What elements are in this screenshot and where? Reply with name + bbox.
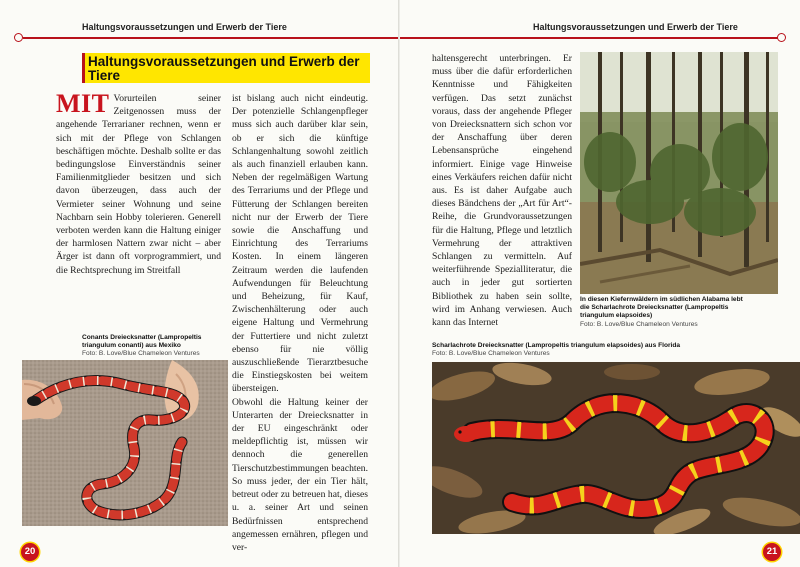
right-page [400, 0, 800, 567]
rule-dot-right [777, 33, 786, 42]
column-2-text-b: Obwohl die Haltung keiner der Unterarten der Dreiecksnatter in der EU eingeschränkt oder meldepflichtig ist, müssen wir dennoch die generellen Tierschutzbestimmungen beachten. So muss jeder, der ein Tier hält, betreut oder zu betreuen hat, dieses u. a. seiner Art und seinen Bedürfnissen entsprechend angemessen ernähren, pflegen und ver- [232, 396, 368, 553]
text-column-3 [432, 52, 572, 334]
page-number-left: 20 [21, 543, 39, 561]
column-1-text: Vorurteilen seiner Zeitgenossen muss der angehende Terrarianer rechnen, wenn er sich mit der Pflege von Schlangen beschäftigen möchte. Deshalb sollte er das bedingungslose Einverständnis seiner Familienmitglieder besitzen und sich davon überzeugen, dass auch der Vermieter seiner Wohnung und seine Nachbarn sein Hobby tolerieren. Generell verboten werden kann die Haltung einiger der harmlosen Nattern zwar nicht – aber Ärger ist dann oft vorprogrammiert, und die Rechtsprechung im Streitfall [56, 93, 221, 276]
page-number-right: 21 [763, 543, 781, 561]
caption-scarlet-kingsnake: Scharlachrote Dreiecksnatter (Lampropeltis triangulum elapsoides) aus Florida Foto: B. Love/Blue Chameleon Ventures [432, 342, 681, 358]
text-column-1 [56, 89, 221, 332]
column-2-text: ist bislang auch nicht eindeutig. Der potenzielle Schlangenpfleger muss sich auch darüber klar sein, ob er sich die künftige Schlangenhaltung sowohl zeitlich als auch finanziell erlauben kann. Neben der regelmäßigen Wartung des Terrariums und der Pflege und Fütterung der Schlangen bereiten nicht nur der Erwerb der Tiere sowie die Anschaffung und Einrichtung des Terrariums Kosten. In einem längeren Zeitraum werden die laufenden Aufwendungen für Beleuchtung und Beheizung, für Kauf, Zwischenhälterung oder auch eigene Haltung und Vermehrung der Futtertiere und nicht zuletzt ebenso für nie völlig auszuschließende Tierarztbesuche die Einstiegskosten bei weitem übersteigen. [232, 93, 368, 395]
text-column-2 [232, 92, 368, 553]
header-rule-left [23, 37, 400, 39]
scarlet-snake-on-leaves-image [432, 362, 800, 534]
photo-pine-forest [580, 52, 778, 294]
running-head-left: Haltungsvoraussetzungen und Erwerb der Tiere [82, 22, 287, 32]
photo-scarlet-kingsnake [432, 362, 800, 534]
drop-cap: MIT [56, 89, 110, 118]
rule-dot-left [14, 33, 23, 42]
caption-conanti: Conants Dreiecksnatter (Lampropeltis triangulum conanti) aus Mexiko Foto: B. Love/Blue Chameleon Ventures [82, 334, 202, 358]
running-head-right: Haltungsvoraussetzungen und Erwerb der Tiere [533, 22, 738, 32]
snake-in-hands-image [22, 360, 228, 526]
caption-forest: In diesen Kiefernwäldern im südlichen Alabama lebt die Scharlachrote Dreiecksnatter (Lampropeltis triangulum elapsoides) Foto: B. Love/Blue Chameleon Ventures [580, 296, 743, 328]
photo-conanti-snake [22, 360, 228, 526]
chapter-heading: Haltungsvoraussetzungen und Erwerb der Tiere [82, 53, 370, 83]
column-3-text: haltensgerecht unterbringen. Er muss über die dafür erforderlichen Kenntnisse und Fähigkeiten verfügen. Das setzt zunächst voraus, dass der angehende Pfleger von Dreiecksnattern sich schon vor der Anschaffung über deren Lebensansprüche eingehend informiert. Einige vage Hinweise eines Verkäufers reichen dafür nicht aus. Es ist daher Aufgabe auch dieses Bändchens der „Art für Art“-Reihe, die Grundvoraussetzungen für die Haltung, Pflege und letztlich Vermehrung der attraktiven Schlangen zu vermitteln. Auf weiterführende Spezialliteratur, die auch in jeder gut sortierten Bibliothek zu haben sein sollte, wird im Anhang verwiesen. Auch kann das Internet [432, 53, 572, 329]
header-rule-right [400, 37, 778, 39]
pine-forest-image [580, 52, 778, 294]
